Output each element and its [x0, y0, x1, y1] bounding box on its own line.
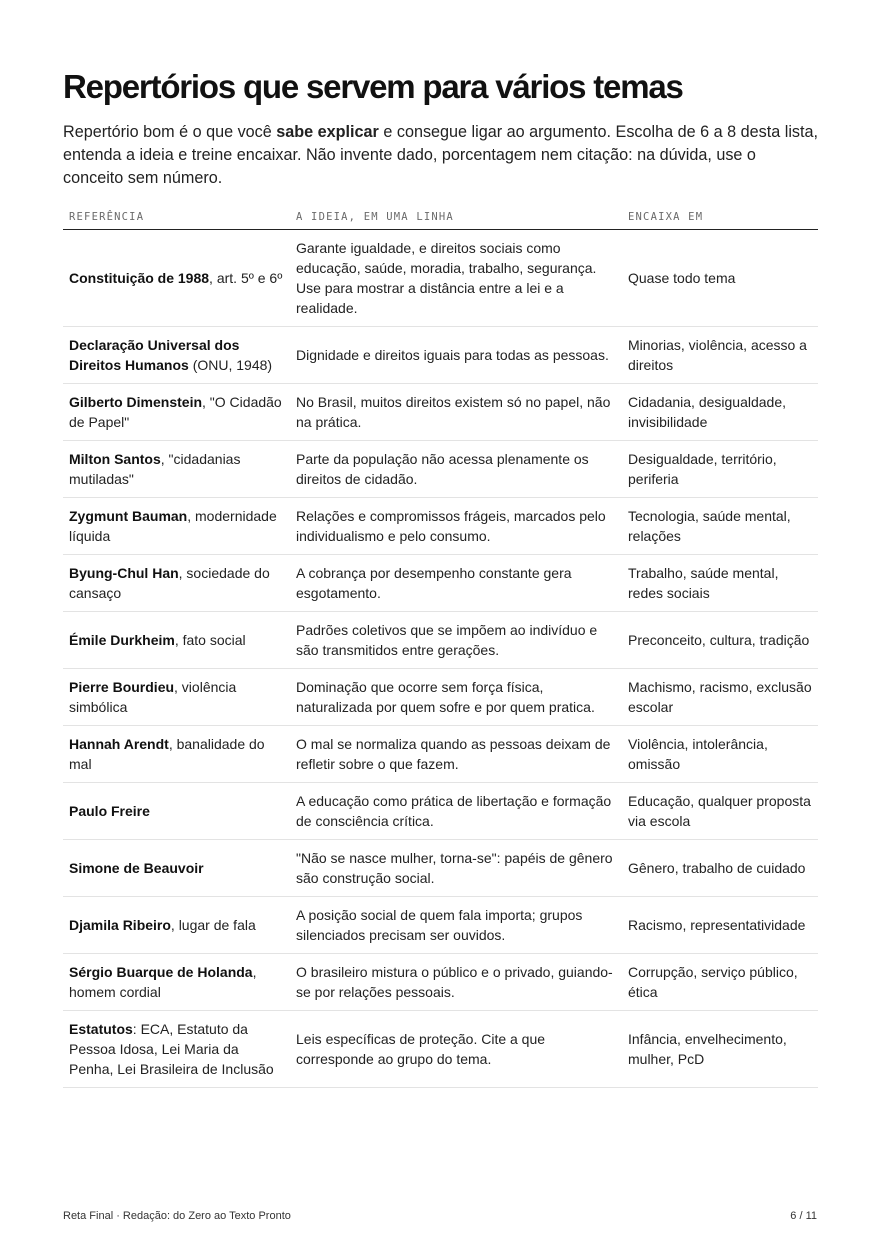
idea-cell: Leis específicas de proteção. Cite a que corresponde ao grupo do tema.	[290, 1011, 622, 1088]
fit-cell: Desigualdade, território, periferia	[622, 441, 818, 498]
idea-cell: No Brasil, muitos direitos existem só no papel, não na prática.	[290, 384, 622, 441]
fit-cell: Gênero, trabalho de cuidado	[622, 840, 818, 897]
fit-cell: Machismo, racismo, exclusão escolar	[622, 669, 818, 726]
reference-cell	[63, 441, 290, 498]
table-row	[63, 954, 818, 1011]
fit-cell: Corrupção, serviço público, ética	[622, 954, 818, 1011]
reference-detail: , "cidadanias mutiladas"	[69, 451, 241, 487]
reference-detail: , sociedade do cansaço	[69, 565, 270, 601]
idea-cell: Dominação que ocorre sem força física, naturalizada por quem sofre e por quem pratica.	[290, 669, 622, 726]
reference-name: Constituição de 1988	[69, 270, 210, 286]
idea-cell: Dignidade e direitos iguais para todas as pessoas.	[290, 327, 622, 384]
header-idea: A IDEIA, EM UMA LINHA	[290, 204, 622, 230]
reference-cell	[63, 498, 290, 555]
reference-detail: : ECA, Estatuto da Pessoa Idosa, Lei Maria da Penha, Lei Brasileira de Inclusão	[69, 1021, 274, 1077]
fit-cell: Infância, envelhecimento, mulher, PcD	[622, 1011, 818, 1088]
intro-text-end: e consegue ligar ao argumento. Escolha de 6 a 8 desta lista, entenda a ideia e treine encaixar. Não invente dado, porcentagem nem citação: na dúvida, use o conceito sem número.	[63, 123, 819, 187]
idea-cell: A posição social de quem fala importa; grupos silenciados precisam ser ouvidos.	[290, 897, 622, 954]
reference-cell	[63, 1011, 290, 1088]
footer-title: Reta Final · Redação: do Zero ao Texto Pronto	[63, 1210, 291, 1222]
idea-cell: O mal se normaliza quando as pessoas deixam de refletir sobre o que fazem.	[290, 726, 622, 783]
reference-cell	[63, 669, 290, 726]
table-row	[63, 840, 818, 897]
reference-name: Estatutos	[69, 1021, 133, 1037]
fit-cell: Violência, intolerância, omissão	[622, 726, 818, 783]
reference-detail: , fato social	[174, 632, 246, 648]
reference-cell	[63, 726, 290, 783]
reference-detail: , lugar de fala	[170, 917, 256, 933]
table-row	[63, 384, 818, 441]
idea-cell: Padrões coletivos que se impõem ao indivíduo e são transmitidos entre gerações.	[290, 612, 622, 669]
reference-detail: , art. 5º e 6º	[209, 270, 283, 286]
intro-paragraph	[63, 121, 818, 190]
page-footer	[63, 1210, 817, 1222]
repertoire-table	[63, 204, 818, 1088]
reference-cell	[63, 555, 290, 612]
reference-detail: , modernidade líquida	[69, 508, 277, 544]
table-row	[63, 612, 818, 669]
document-page	[63, 66, 818, 1088]
fit-cell: Tecnologia, saúde mental, relações	[622, 498, 818, 555]
idea-cell: "Não se nasce mulher, torna-se": papéis de gênero são construção social.	[290, 840, 622, 897]
fit-cell: Educação, qualquer proposta via escola	[622, 783, 818, 840]
reference-cell	[63, 783, 290, 840]
reference-name: Émile Durkheim	[69, 632, 175, 648]
reference-name: Byung-Chul Han	[69, 565, 179, 581]
table-row	[63, 1011, 818, 1088]
idea-cell: A educação como prática de libertação e formação de consciência crítica.	[290, 783, 622, 840]
idea-cell: Relações e compromissos frágeis, marcados pelo individualismo e pelo consumo.	[290, 498, 622, 555]
reference-detail: , homem cordial	[69, 964, 257, 1000]
idea-cell: A cobrança por desempenho constante gera esgotamento.	[290, 555, 622, 612]
fit-cell: Preconceito, cultura, tradição	[622, 612, 818, 669]
reference-cell	[63, 612, 290, 669]
table-row	[63, 783, 818, 840]
table-row	[63, 498, 818, 555]
page-number: 6 / 11	[790, 1210, 817, 1222]
page-title: Repertórios que servem para vários temas	[63, 68, 683, 105]
reference-name: Djamila Ribeiro	[69, 917, 171, 933]
reference-cell	[63, 840, 290, 897]
reference-name: Pierre Bourdieu	[69, 679, 175, 695]
reference-name: Paulo Freire	[69, 803, 150, 819]
table-row	[63, 327, 818, 384]
table-header-row	[63, 204, 818, 230]
fit-cell: Minorias, violência, acesso a direitos	[622, 327, 818, 384]
reference-name: Sérgio Buarque de Holanda	[69, 964, 253, 980]
table-row	[63, 726, 818, 783]
table-row	[63, 897, 818, 954]
reference-cell	[63, 954, 290, 1011]
idea-cell: O brasileiro mistura o público e o privado, guiando-se por relações pessoais.	[290, 954, 622, 1011]
reference-name: Declaração Universal dos Direitos Humanos	[69, 337, 240, 373]
fit-cell: Cidadania, desigualdade, invisibilidade	[622, 384, 818, 441]
idea-cell: Parte da população não acessa plenamente os direitos de cidadão.	[290, 441, 622, 498]
reference-detail: (ONU, 1948)	[188, 357, 273, 373]
reference-detail: , "O Cidadão de Papel"	[69, 394, 282, 430]
reference-cell	[63, 897, 290, 954]
intro-emphasis: sabe explicar	[276, 123, 379, 141]
header-reference: REFERÊNCIA	[63, 204, 290, 230]
fit-cell: Racismo, representatividade	[622, 897, 818, 954]
reference-name: Zygmunt Bauman	[69, 508, 188, 524]
fit-cell: Quase todo tema	[622, 230, 818, 327]
header-fit: ENCAIXA EM	[622, 204, 818, 230]
intro-text-start: Repertório bom é o que você	[63, 123, 277, 141]
reference-cell	[63, 327, 290, 384]
table-row	[63, 669, 818, 726]
reference-cell	[63, 384, 290, 441]
table-row	[63, 555, 818, 612]
reference-name: Milton Santos	[69, 451, 161, 467]
reference-detail: , banalidade do mal	[69, 736, 265, 772]
table-row	[63, 441, 818, 498]
reference-name: Hannah Arendt	[69, 736, 169, 752]
table-row	[63, 230, 818, 327]
reference-cell	[63, 230, 290, 327]
fit-cell: Trabalho, saúde mental, redes sociais	[622, 555, 818, 612]
reference-name: Simone de Beauvoir	[69, 860, 204, 876]
idea-cell: Garante igualdade, e direitos sociais como educação, saúde, moradia, trabalho, segurança. Use para mostrar a distância entre a lei e a realidade.	[290, 230, 622, 327]
reference-detail: , violência simbólica	[69, 679, 237, 715]
reference-name: Gilberto Dimenstein	[69, 394, 203, 410]
